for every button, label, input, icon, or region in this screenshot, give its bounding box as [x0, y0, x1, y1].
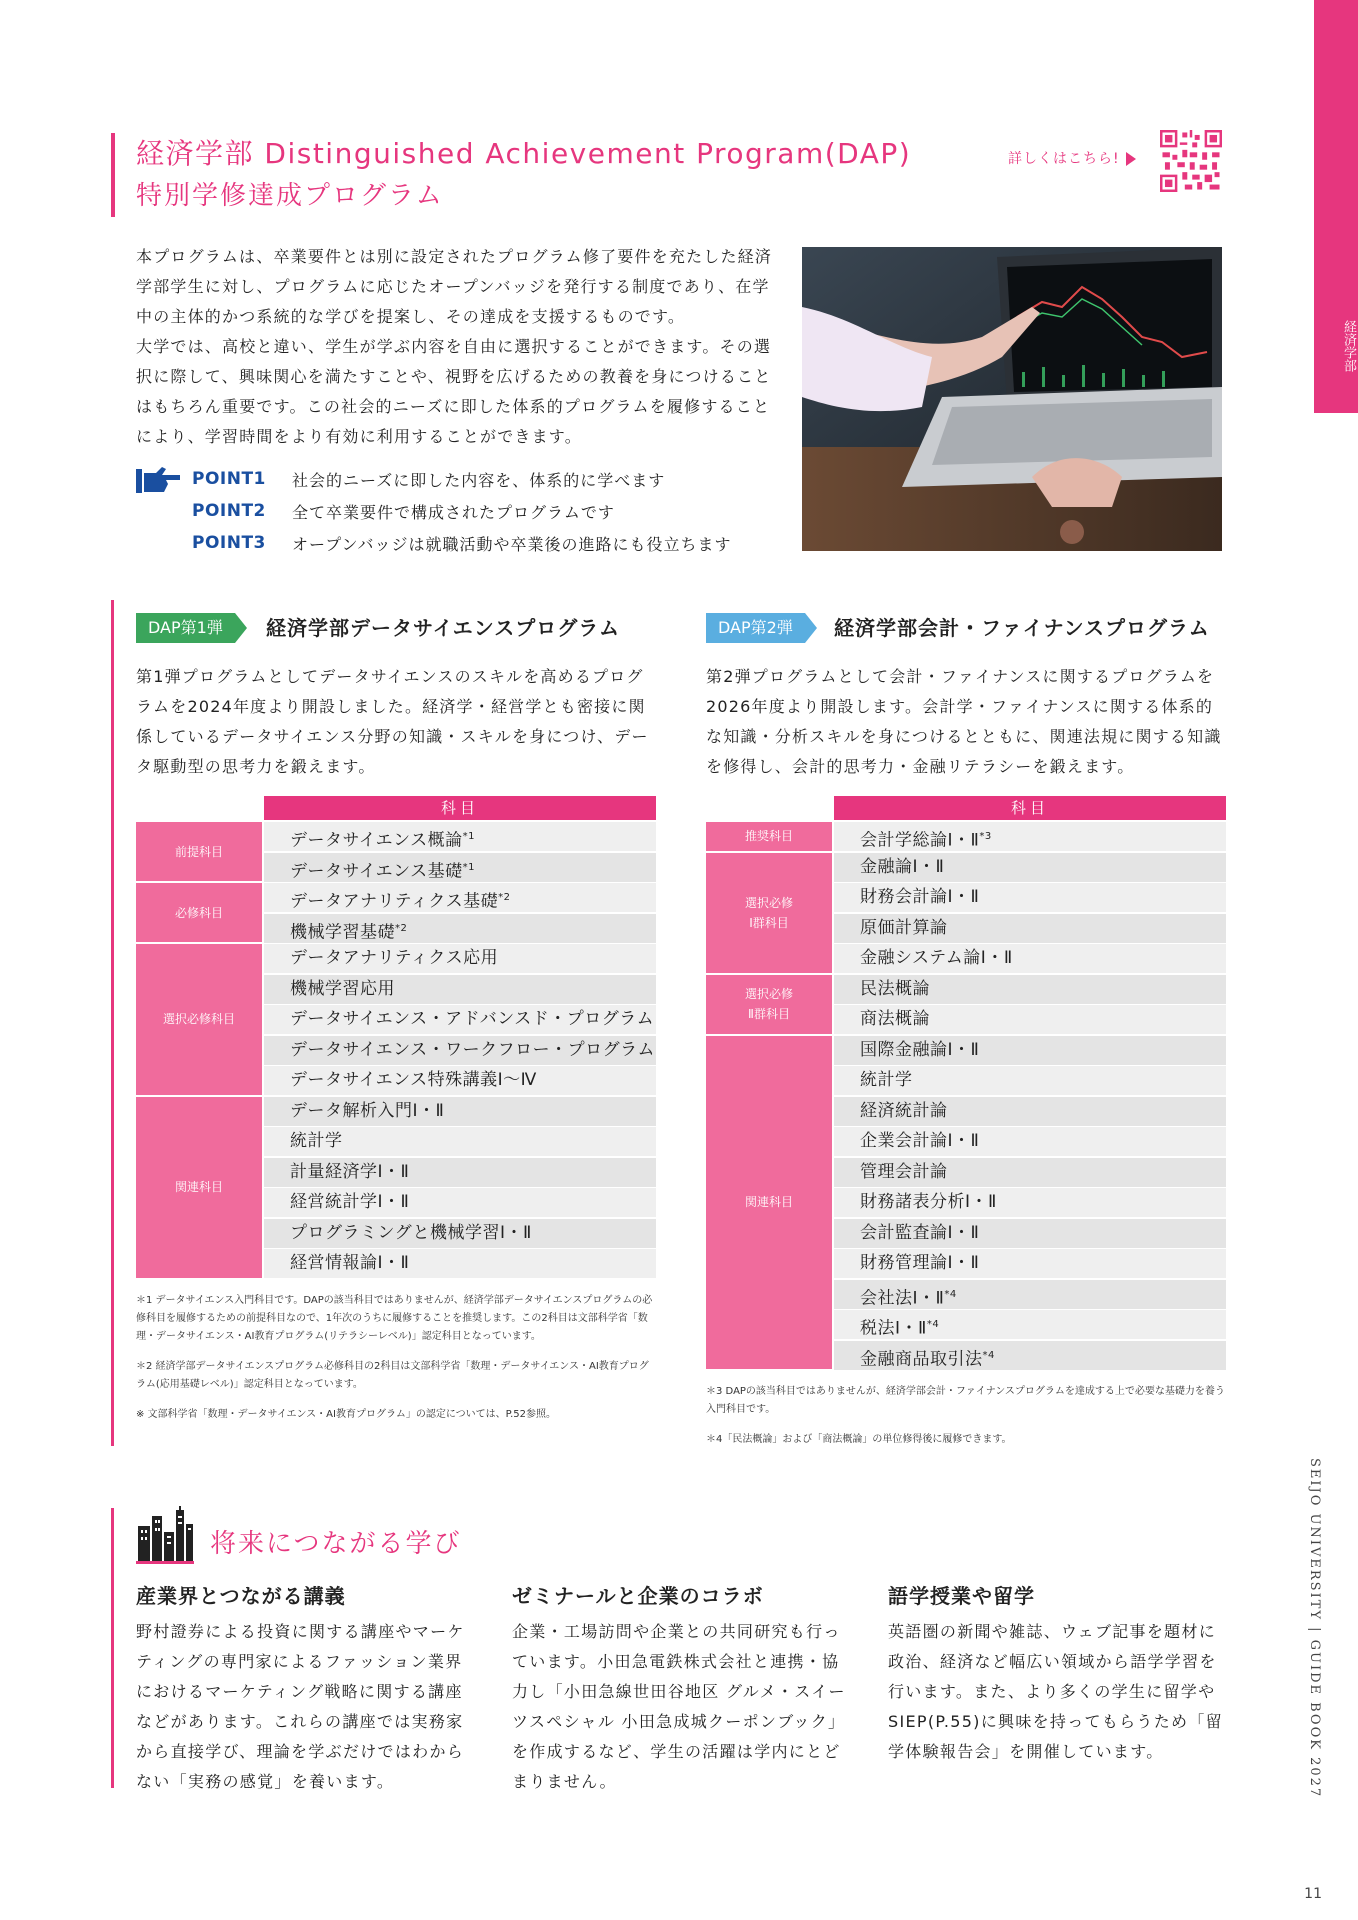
point-text: 全て卒業要件で構成されたプログラムです — [292, 502, 615, 522]
subject-name: プログラミングと機械学習Ⅰ・Ⅱ — [290, 1222, 532, 1243]
laptop-chart-photo — [802, 247, 1222, 551]
subject-name: 経営情報論Ⅰ・Ⅱ — [290, 1253, 410, 1273]
subject-name: 機械学習基礎 — [290, 922, 395, 943]
footnote: ＊3 DAPの該当科目ではありませんが、経済学部会計・ファイナンスプログラムを達成する上で必要な基礎力を養う入門科目です。 — [706, 1386, 1225, 1415]
table-row — [264, 1219, 656, 1249]
table-category: 前提科目 — [136, 822, 262, 883]
point-row — [136, 495, 731, 527]
subject-name: 機械学習応用 — [290, 978, 395, 999]
subject-name: 財務管理論Ⅰ・Ⅱ — [860, 1253, 980, 1273]
future-col1-heading: 産業界とつながる講義 — [136, 1584, 346, 1608]
point-key: POINT2 — [192, 501, 266, 521]
table-row — [834, 1066, 1226, 1096]
table-row — [264, 1249, 656, 1279]
table-row — [264, 1005, 656, 1035]
table-row — [834, 822, 1226, 852]
table-row — [834, 1341, 1226, 1371]
footnote: ＊4「民法概論」および「商法概論」の単位修得後に履修できます。 — [706, 1434, 1012, 1445]
table-row — [264, 853, 656, 883]
dap2-badge: DAP第2弾 — [706, 613, 805, 643]
future-col2-text: 企業・工場訪問や企業との共同研究も行っています。小田急電鉄株式会社と連携・協力し「小田急線世田谷地区 グルメ・スイーツスペシャル 小田急成城クーポンブック」を作成するなど、学生の活躍は学内にとどまりません。 — [512, 1622, 846, 1791]
table-row — [834, 1127, 1226, 1157]
subject-name: データサイエンス基礎 — [290, 861, 463, 882]
subject-note: *1 — [462, 861, 475, 873]
intro-paragraph-1: 本プログラムは、卒業要件とは別に設定されたプログラム修了要件を充たした経済学部学生に対し、プログラムに応じたオープンバッジを発行する制度であり、在学中の主体的かつ系統的な学びを提案し、その達成を支援するものです。 — [136, 247, 773, 326]
table-row — [834, 1036, 1226, 1066]
table-category: 必修科目 — [136, 883, 262, 944]
subject-name: 商法概論 — [860, 1009, 930, 1029]
intro-paragraph-2: 大学では、高校と違い、学生が学ぶ内容を自由に選択することができます。その選択に際して、興味関心を満たすことや、視野を広げるための教養を身につけることはもちろん重要です。この社会的ニーズに即した体系的プログラムを履修することにより、学習時間をより有効に利用することができます。 — [136, 337, 772, 446]
subject-name: 金融商品取引法 — [860, 1349, 983, 1370]
subject-name: 会社法Ⅰ・Ⅱ — [860, 1288, 945, 1309]
table-row — [834, 914, 1226, 944]
table-row — [834, 1310, 1226, 1340]
point-row — [136, 463, 731, 495]
subject-name: 経営統計学Ⅰ・Ⅱ — [290, 1192, 410, 1212]
dap-section-bar — [111, 600, 114, 1446]
table-row — [264, 1188, 656, 1218]
guidebook-side-text: SEIJO UNIVERSITY | GUIDE BOOK 2027 — [1307, 1458, 1322, 1799]
more-link[interactable] — [1008, 148, 1136, 168]
points-list — [136, 463, 731, 559]
side-tab-label: 経済学部 — [1341, 320, 1356, 372]
table-row — [264, 1036, 656, 1066]
table-row — [834, 944, 1226, 974]
subject-name: 民法概論 — [860, 978, 930, 999]
table-row — [264, 822, 656, 852]
table-row — [264, 975, 656, 1005]
table-category: 関連科目 — [706, 1036, 832, 1372]
intro-text — [136, 242, 776, 452]
table-row — [264, 1127, 656, 1157]
dap2-description: 第2弾プログラムとして会計・ファイナンスに関するプログラムを2026年度より開設します。会計学・ファイナンスに関する体系的な知識・分析スキルを身につけるとともに、関連法規に関する知識を修得し、会計的思考力・金融リテラシーを鍛えます。 — [706, 667, 1222, 776]
dap1-description: 第1弾プログラムとしてデータサイエンスのスキルを高めるプログラムを2024年度より開設しました。経済学・経営学とも密接に関係しているデータサイエンス分野の知識・スキルを身につけ、データ駆動型の思考力を鍛えます。 — [136, 667, 649, 776]
subject-name: 企業会計論Ⅰ・Ⅱ — [860, 1131, 980, 1151]
subject-name: 計量経済学Ⅰ・Ⅱ — [290, 1161, 410, 1182]
dap1-badge: DAP第1弾 — [136, 613, 235, 643]
qr-code-icon[interactable] — [1160, 130, 1222, 192]
footnote: ＊1 データサイエンス入門科目です。DAPの該当科目ではありませんが、経済学部データサイエンスプログラムの必修科目を履修するための前提科目なので、1年次のうちに履修することを推奨します。この2科目は文部科学省「数理・データサイエンス・AI教育プログラム(リテラシーレベル)」認定科目となっています。 — [136, 1294, 653, 1342]
subject-note: *4 — [944, 1288, 957, 1300]
table-row — [264, 1158, 656, 1188]
point-text: 社会的ニーズに即した内容を、体系的に学べます — [292, 470, 666, 490]
point-text: オープンバッジは就職活動や卒業後の進路にも役立ちます — [292, 534, 732, 554]
page-title: 経済学部 Distinguished Achievement Program(DAP) — [136, 137, 912, 170]
point-key: POINT1 — [192, 469, 266, 489]
table-category: 関連科目 — [136, 1097, 262, 1280]
table-category: 選択必修 Ⅱ群科目 — [706, 975, 832, 1036]
subject-note: *4 — [926, 1319, 940, 1330]
table-row — [264, 883, 656, 913]
point-key: POINT3 — [192, 533, 266, 553]
table-row — [834, 1158, 1226, 1188]
subject-name: データサイエンス概論 — [290, 830, 463, 851]
subject-name: 管理会計論 — [860, 1161, 948, 1182]
table-row — [834, 1005, 1226, 1035]
page-number: 11 — [1304, 1886, 1322, 1902]
future-col3-text: 英語圏の新聞や雑誌、ウェブ記事を題材に政治、経済など幅広い領域から語学学習を行います。また、より多くの学生に留学やSIEP(P.55)に興味を持ってもらうため「留学体験報告会」を開催しています。 — [888, 1622, 1223, 1761]
subject-note: *2 — [395, 922, 408, 934]
table-row — [834, 975, 1226, 1005]
table-category: 推奨科目 — [706, 822, 832, 853]
subject-name: 会計学総論Ⅰ・Ⅱ — [860, 830, 980, 851]
table-row — [264, 944, 656, 974]
subject-note: *3 — [979, 831, 992, 842]
subject-note: *1 — [462, 831, 475, 842]
table-row — [834, 1188, 1226, 1218]
subject-name: データアナリティクス応用 — [290, 948, 499, 968]
table-header: 科目 — [264, 796, 656, 820]
subject-note: *2 — [498, 892, 511, 903]
table-row — [834, 1219, 1226, 1249]
subject-name: 経済統計論 — [860, 1100, 948, 1121]
future-section-bar — [111, 1508, 114, 1788]
table-category: 選択必修科目 — [136, 944, 262, 1097]
future-col3-heading: 語学授業や留学 — [888, 1584, 1035, 1608]
footnote: ※ 文部科学省「数理・データサイエンス・AI教育プログラム」の認定については、P.52参照。 — [136, 1408, 557, 1420]
page-subtitle: 特別学修達成プログラム — [136, 181, 444, 211]
subject-name: 統計学 — [290, 1131, 343, 1151]
table-row — [834, 853, 1226, 883]
side-tab — [1314, 0, 1358, 413]
point-row — [136, 527, 731, 559]
subject-name: 金融論Ⅰ・Ⅱ — [860, 856, 945, 877]
future-col2-heading: ゼミナールと企業のコラボ — [512, 1584, 764, 1608]
more-link-label: 詳しくはこちら! — [1008, 151, 1120, 167]
subject-name: データサイエンス・アドバンスド・プログラム — [290, 1009, 655, 1029]
dap1-title: 経済学部データサイエンスプログラム — [266, 616, 620, 640]
table-category: 選択必修 Ⅰ群科目 — [706, 853, 832, 975]
table-row — [834, 1280, 1226, 1310]
future-col1-text: 野村證券による投資に関する講座やマーケティングの専門家によるファッション業界におけるマーケティング戦略に関する講座などがあります。これらの講座では実務家から直接学び、理論を学ぶだけではわからない「実務の感覚」を養います。 — [136, 1622, 465, 1791]
subject-name: データアナリティクス基礎 — [290, 891, 499, 912]
table-row — [264, 1097, 656, 1127]
arrow-right-icon — [1126, 152, 1136, 166]
subject-name: データサイエンス特殊講義Ⅰ～Ⅳ — [290, 1070, 537, 1090]
subject-name: 税法Ⅰ・Ⅱ — [860, 1318, 927, 1339]
subject-note: *4 — [982, 1349, 995, 1361]
dap2-title: 経済学部会計・ファイナンスプログラム — [834, 616, 1210, 640]
subject-name: データサイエンス・ワークフロー・プログラム — [290, 1039, 655, 1060]
table-row — [834, 883, 1226, 913]
subject-name: 財務諸表分析Ⅰ・Ⅱ — [860, 1192, 997, 1212]
subject-name: 国際金融論Ⅰ・Ⅱ — [860, 1039, 980, 1060]
footnote: ＊2 経済学部データサイエンスプログラム必修科目の2科目は文部科学省「数理・データサイエンス・AI教育プログラム(応用基礎レベル)」認定科目となっています。 — [136, 1360, 649, 1390]
future-title: 将来につながる学び — [210, 1529, 462, 1559]
city-buildings-icon — [136, 1506, 194, 1564]
subject-name: 原価計算論 — [860, 917, 948, 938]
table-row — [264, 914, 656, 944]
subject-name: 会計監査論Ⅰ・Ⅱ — [860, 1222, 980, 1243]
subject-name: データ解析入門Ⅰ・Ⅱ — [290, 1100, 445, 1121]
table-row — [264, 1066, 656, 1096]
subject-name: 財務会計論Ⅰ・Ⅱ — [860, 887, 980, 907]
subject-name: 金融システム論Ⅰ・Ⅱ — [860, 948, 1013, 968]
header-accent-bar — [111, 133, 115, 217]
subject-name: 統計学 — [860, 1070, 913, 1090]
table-header: 科目 — [834, 796, 1226, 820]
table-row — [834, 1097, 1226, 1127]
table-row — [834, 1249, 1226, 1279]
